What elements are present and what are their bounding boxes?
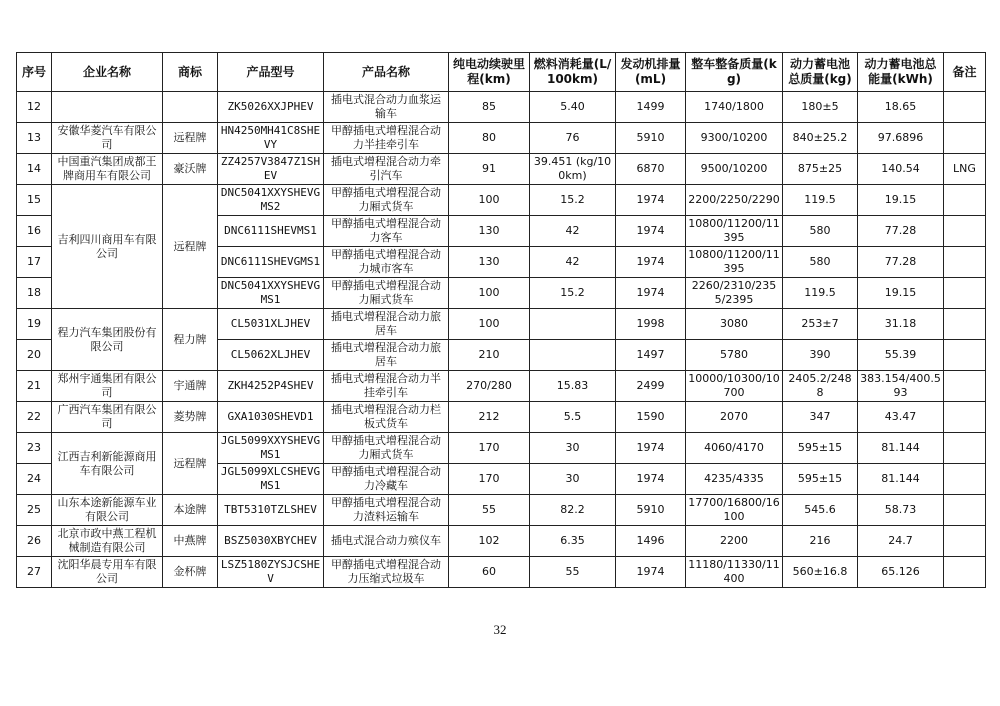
- cell-product: 甲醇插电式增程混合动力厢式货车: [324, 185, 449, 216]
- cell-fuel: 30: [530, 433, 616, 464]
- cell-range: 85: [449, 92, 530, 123]
- cell-engine: 1974: [616, 464, 686, 495]
- cell-company: 程力汽车集团股份有限公司: [52, 309, 163, 371]
- cell-mass: 1740/1800: [686, 92, 783, 123]
- cell-battery-energy: 97.6896: [858, 123, 944, 154]
- cell-mass: 11180/11330/11400: [686, 557, 783, 588]
- cell-engine: 1998: [616, 309, 686, 340]
- cell-engine: 5910: [616, 495, 686, 526]
- header-seq: 序号: [17, 53, 52, 92]
- cell-product: 插电式增程混合动力旅居车: [324, 340, 449, 371]
- cell-battery-mass: 180±5: [783, 92, 858, 123]
- cell-product: 甲醇插电式增程混合动力客车: [324, 216, 449, 247]
- cell-battery-energy: 55.39: [858, 340, 944, 371]
- cell-engine: 1974: [616, 247, 686, 278]
- cell-company: [52, 92, 163, 123]
- table-row: [17, 92, 986, 123]
- cell-seq: 27: [17, 557, 52, 588]
- cell-engine: 2499: [616, 371, 686, 402]
- cell-seq: 23: [17, 433, 52, 464]
- table-row: [17, 123, 986, 154]
- cell-fuel: 15.2: [530, 185, 616, 216]
- cell-range: 212: [449, 402, 530, 433]
- cell-seq: 18: [17, 278, 52, 309]
- cell-model: GXA1030SHEVD1: [218, 402, 324, 433]
- cell-company: 北京市政中燕工程机械制造有限公司: [52, 526, 163, 557]
- cell-engine: 1499: [616, 92, 686, 123]
- cell-fuel: [530, 309, 616, 340]
- cell-company: 沈阳华晨专用车有限公司: [52, 557, 163, 588]
- cell-seq: 20: [17, 340, 52, 371]
- cell-range: 100: [449, 278, 530, 309]
- header-model: 产品型号: [218, 53, 324, 92]
- cell-brand: 本途牌: [163, 495, 218, 526]
- cell-fuel: 15.83: [530, 371, 616, 402]
- cell-note: [944, 433, 986, 464]
- cell-note: [944, 402, 986, 433]
- cell-engine: 1974: [616, 278, 686, 309]
- cell-mass: 10800/11200/11395: [686, 216, 783, 247]
- cell-company: 吉利四川商用车有限公司: [52, 185, 163, 309]
- cell-engine: 1974: [616, 433, 686, 464]
- cell-engine: 1974: [616, 185, 686, 216]
- cell-battery-mass: 595±15: [783, 433, 858, 464]
- cell-fuel: 15.2: [530, 278, 616, 309]
- cell-engine: 5910: [616, 123, 686, 154]
- cell-battery-mass: 560±16.8: [783, 557, 858, 588]
- cell-range: 100: [449, 185, 530, 216]
- cell-battery-energy: 77.28: [858, 247, 944, 278]
- cell-note: [944, 557, 986, 588]
- cell-seq: 16: [17, 216, 52, 247]
- cell-note: [944, 371, 986, 402]
- cell-model: DNC5041XXYSHEVGMS2: [218, 185, 324, 216]
- cell-range: 60: [449, 557, 530, 588]
- cell-seq: 12: [17, 92, 52, 123]
- cell-seq: 14: [17, 154, 52, 185]
- cell-mass: 2070: [686, 402, 783, 433]
- cell-battery-energy: 18.65: [858, 92, 944, 123]
- cell-brand: 中燕牌: [163, 526, 218, 557]
- cell-note: [944, 526, 986, 557]
- cell-brand: 远程牌: [163, 123, 218, 154]
- header-brand: 商标: [163, 53, 218, 92]
- table-row: [17, 185, 986, 216]
- cell-battery-mass: 347: [783, 402, 858, 433]
- cell-range: 130: [449, 247, 530, 278]
- cell-note: [944, 340, 986, 371]
- cell-battery-mass: 253±7: [783, 309, 858, 340]
- cell-engine: 1497: [616, 340, 686, 371]
- cell-mass: 4060/4170: [686, 433, 783, 464]
- cell-mass: 10000/10300/10700: [686, 371, 783, 402]
- cell-battery-energy: 19.15: [858, 185, 944, 216]
- cell-engine: 1590: [616, 402, 686, 433]
- cell-product: 插电式混合动力殡仪车: [324, 526, 449, 557]
- cell-seq: 22: [17, 402, 52, 433]
- cell-fuel: 30: [530, 464, 616, 495]
- cell-fuel: 5.5: [530, 402, 616, 433]
- cell-seq: 24: [17, 464, 52, 495]
- cell-note: [944, 185, 986, 216]
- header-mass: 整车整备质量(kg): [686, 53, 783, 92]
- cell-range: 55: [449, 495, 530, 526]
- header-company: 企业名称: [52, 53, 163, 92]
- header-note: 备注: [944, 53, 986, 92]
- cell-range: 80: [449, 123, 530, 154]
- cell-mass: 4235/4335: [686, 464, 783, 495]
- cell-brand: 远程牌: [163, 433, 218, 495]
- cell-model: ZZ4257V3847Z1SHEV: [218, 154, 324, 185]
- cell-note: [944, 495, 986, 526]
- cell-battery-energy: 31.18: [858, 309, 944, 340]
- cell-brand: 豪沃牌: [163, 154, 218, 185]
- cell-company: 安徽华菱汽车有限公司: [52, 123, 163, 154]
- cell-product: 插电式增程混合动力牵引汽车: [324, 154, 449, 185]
- cell-model: TBT5310TZLSHEV: [218, 495, 324, 526]
- cell-fuel: 5.40: [530, 92, 616, 123]
- header-battery-energy: 动力蓄电池总能量(kWh): [858, 53, 944, 92]
- page-number: 32: [493, 622, 507, 637]
- cell-battery-energy: 140.54: [858, 154, 944, 185]
- cell-mass: 5780: [686, 340, 783, 371]
- cell-mass: 10800/11200/11395: [686, 247, 783, 278]
- cell-company: 江西吉利新能源商用车有限公司: [52, 433, 163, 495]
- cell-range: 170: [449, 464, 530, 495]
- cell-engine: 1974: [616, 557, 686, 588]
- table-row: [17, 371, 986, 402]
- cell-fuel: [530, 340, 616, 371]
- cell-model: DNC6111SHEVMS1: [218, 216, 324, 247]
- cell-product: 插电式增程混合动力半挂牵引车: [324, 371, 449, 402]
- cell-model: BSZ5030XBYCHEV: [218, 526, 324, 557]
- cell-product: 甲醇插电式增程混合动力渣料运输车: [324, 495, 449, 526]
- cell-mass: 2200: [686, 526, 783, 557]
- cell-battery-energy: 383.154/400.593: [858, 371, 944, 402]
- cell-battery-energy: 58.73: [858, 495, 944, 526]
- cell-battery-mass: 119.5: [783, 185, 858, 216]
- header-engine: 发动机排量(mL): [616, 53, 686, 92]
- cell-range: 270/280: [449, 371, 530, 402]
- cell-model: LSZ5180ZYSJCSHEV: [218, 557, 324, 588]
- header-range: 纯电动续驶里程(km): [449, 53, 530, 92]
- cell-battery-mass: 545.6: [783, 495, 858, 526]
- cell-battery-mass: 2405.2/2488: [783, 371, 858, 402]
- cell-brand: [163, 92, 218, 123]
- cell-product: 甲醇插电式增程混合动力压缩式垃圾车: [324, 557, 449, 588]
- cell-note: [944, 309, 986, 340]
- cell-mass: 2200/2250/2290: [686, 185, 783, 216]
- cell-battery-mass: 390: [783, 340, 858, 371]
- cell-battery-energy: 81.144: [858, 433, 944, 464]
- cell-seq: 19: [17, 309, 52, 340]
- cell-engine: 1974: [616, 216, 686, 247]
- cell-product: 甲醇插电式增程混合动力冷藏车: [324, 464, 449, 495]
- cell-battery-energy: 77.28: [858, 216, 944, 247]
- cell-company: 郑州宇通集团有限公司: [52, 371, 163, 402]
- cell-brand: 程力牌: [163, 309, 218, 371]
- cell-fuel: 55: [530, 557, 616, 588]
- cell-fuel: 82.2: [530, 495, 616, 526]
- cell-company: 中国重汽集团成都王牌商用车有限公司: [52, 154, 163, 185]
- table-row: [17, 557, 986, 588]
- cell-seq: 26: [17, 526, 52, 557]
- cell-range: 102: [449, 526, 530, 557]
- cell-brand: 宇通牌: [163, 371, 218, 402]
- cell-product: 甲醇插电式增程混合动力城市客车: [324, 247, 449, 278]
- cell-seq: 15: [17, 185, 52, 216]
- cell-company: 山东本途新能源车业有限公司: [52, 495, 163, 526]
- cell-note: [944, 216, 986, 247]
- cell-note: [944, 278, 986, 309]
- cell-company: 广西汽车集团有限公司: [52, 402, 163, 433]
- vehicle-table: [16, 52, 986, 588]
- cell-model: DNC5041XXYSHEVGMS1: [218, 278, 324, 309]
- cell-brand: 远程牌: [163, 185, 218, 309]
- cell-product: 插电式增程混合动力栏板式货车: [324, 402, 449, 433]
- cell-fuel: 76: [530, 123, 616, 154]
- cell-brand: 金杯牌: [163, 557, 218, 588]
- cell-battery-energy: 19.15: [858, 278, 944, 309]
- cell-range: 210: [449, 340, 530, 371]
- cell-product: 插电式混合动力血浆运输车: [324, 92, 449, 123]
- cell-battery-mass: 580: [783, 216, 858, 247]
- cell-range: 130: [449, 216, 530, 247]
- cell-product: 甲醇插电式增程混合动力厢式货车: [324, 278, 449, 309]
- cell-model: CL5031XLJHEV: [218, 309, 324, 340]
- cell-battery-mass: 580: [783, 247, 858, 278]
- cell-battery-mass: 875±25: [783, 154, 858, 185]
- cell-range: 91: [449, 154, 530, 185]
- cell-model: ZKH4252P4SHEV: [218, 371, 324, 402]
- cell-brand: 菱势牌: [163, 402, 218, 433]
- cell-seq: 13: [17, 123, 52, 154]
- cell-product: 甲醇插电式增程混合动力厢式货车: [324, 433, 449, 464]
- cell-model: CL5062XLJHEV: [218, 340, 324, 371]
- cell-seq: 21: [17, 371, 52, 402]
- cell-model: ZK5026XXJPHEV: [218, 92, 324, 123]
- cell-battery-energy: 24.7: [858, 526, 944, 557]
- cell-fuel: 42: [530, 247, 616, 278]
- cell-mass: 17700/16800/16100: [686, 495, 783, 526]
- cell-model: DNC6111SHEVGMS1: [218, 247, 324, 278]
- cell-note: LNG: [944, 154, 986, 185]
- header-battery-mass: 动力蓄电池总质量(kg): [783, 53, 858, 92]
- cell-fuel: 39.451 (kg/100km): [530, 154, 616, 185]
- cell-note: [944, 247, 986, 278]
- cell-note: [944, 92, 986, 123]
- cell-model: JGL5099XXYSHEVGMS1: [218, 433, 324, 464]
- cell-battery-mass: 595±15: [783, 464, 858, 495]
- cell-product: 甲醇插电式增程混合动力半挂牵引车: [324, 123, 449, 154]
- header-row: [17, 53, 986, 92]
- cell-model: JGL5099XLCSHEVGMS1: [218, 464, 324, 495]
- table-row: [17, 495, 986, 526]
- cell-battery-energy: 43.47: [858, 402, 944, 433]
- cell-model: HN4250MH41C8SHEVY: [218, 123, 324, 154]
- cell-note: [944, 464, 986, 495]
- cell-battery-mass: 119.5: [783, 278, 858, 309]
- cell-engine: 6870: [616, 154, 686, 185]
- table-row: [17, 309, 986, 340]
- cell-note: [944, 123, 986, 154]
- table-row: [17, 433, 986, 464]
- cell-mass: 9300/10200: [686, 123, 783, 154]
- cell-battery-mass: 216: [783, 526, 858, 557]
- cell-mass: 3080: [686, 309, 783, 340]
- cell-mass: 2260/2310/2355/2395: [686, 278, 783, 309]
- header-product: 产品名称: [324, 53, 449, 92]
- cell-seq: 25: [17, 495, 52, 526]
- cell-seq: 17: [17, 247, 52, 278]
- cell-battery-energy: 65.126: [858, 557, 944, 588]
- table-row: [17, 526, 986, 557]
- cell-range: 100: [449, 309, 530, 340]
- cell-range: 170: [449, 433, 530, 464]
- cell-engine: 1496: [616, 526, 686, 557]
- header-fuel: 燃料消耗量(L/100km): [530, 53, 616, 92]
- table-row: [17, 402, 986, 433]
- table-row: [17, 154, 986, 185]
- cell-fuel: 42: [530, 216, 616, 247]
- cell-battery-mass: 840±25.2: [783, 123, 858, 154]
- cell-battery-energy: 81.144: [858, 464, 944, 495]
- cell-fuel: 6.35: [530, 526, 616, 557]
- cell-product: 插电式增程混合动力旅居车: [324, 309, 449, 340]
- cell-mass: 9500/10200: [686, 154, 783, 185]
